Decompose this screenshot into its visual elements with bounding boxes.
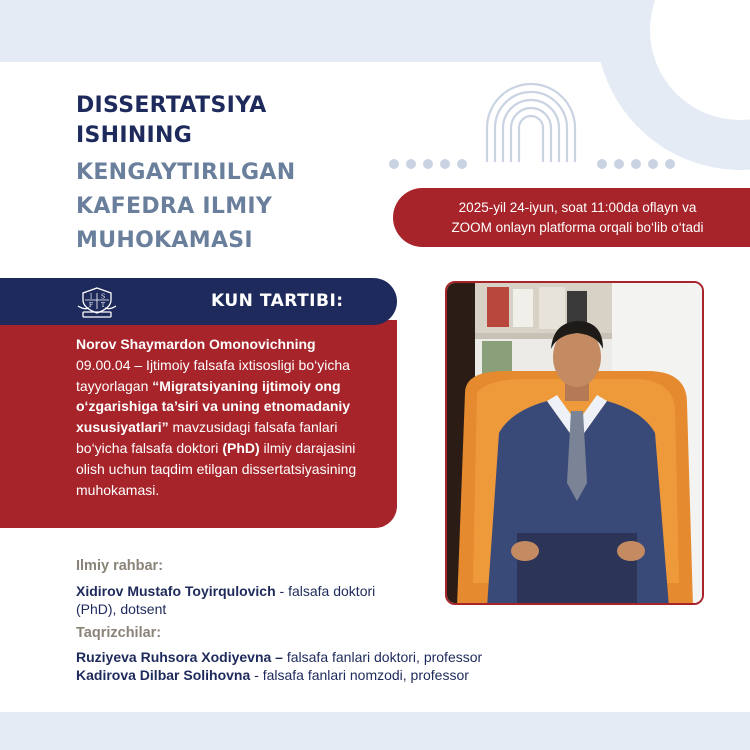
logo-letter-2: S [100,293,106,301]
candidate-name: Norov Shaymardon Omonovichning [76,336,316,352]
title-primary [76,91,376,151]
reviewer-details: - falsafa fanlari nomzodi, professor [250,667,469,683]
title-line-1: DISSERTATSIYA [76,93,267,118]
logo-letter-1: I [89,293,93,301]
title-line-3: KENGAYTIRILGAN [76,160,296,185]
title-line-2: ISHINING [76,123,193,148]
reviewer-entry [76,666,596,684]
title-line-4: KAFEDRA ILMIY [76,194,273,219]
reviewer-name: Ruziyeva Ruhsora Xodiyevna – [76,649,283,665]
agenda-heading: KUN TARTIBI: [211,291,344,311]
dots-decoration-right [597,159,675,169]
candidate-photo [445,281,704,605]
bottom-band [0,712,750,750]
agenda-description [76,334,381,500]
event-date-banner [393,188,750,247]
reviewer-entry [76,648,596,666]
logo-letter-3: F [88,302,94,309]
supervisor-name: Xidirov Mustafo Toyirqulovich [76,583,276,599]
portrait-illustration [447,283,704,605]
reviewer-name: Kadirova Dilbar Solihovna [76,667,251,683]
dots-decoration-left [389,159,467,169]
title-secondary [76,156,376,258]
degree-label: (PhD) [222,439,260,456]
supervisor-label: Ilmiy rahbar: [76,558,164,574]
title-line-5: MUHOKAMASI [76,228,253,253]
institute-logo [76,286,118,318]
arch-lines-decoration [483,82,579,162]
agenda-text-part-3: ilmiy darajasini olish uchun taqdim etilgan dissertatsiyasining muhokamasi. [76,439,357,498]
logo-letter-4: T [100,302,106,309]
dissertation-topic: “Migratsiyaning ijtimoiy ong o‘zgarishiga ta’siri va uning etnomadaniy xususiyatlari” [76,377,351,436]
agenda-text-part-2: mavzusidagi falsafa fanlari bo‘yicha falsafa doktori [76,419,338,456]
supervisor-details: - falsafa doktori (PhD), dotsent [76,583,376,617]
event-date-line-2: ZOOM onlayn platforma orqali bo‘lib o‘tadi [451,219,704,235]
agenda-text-part-1: 09.00.04 – Ijtimoiy falsafa ixtisosligi bo‘yicha tayyorlagan [76,356,350,394]
reviewer-details: falsafa fanlari doktori, professor [282,649,483,665]
event-date-line-1: 2025-yil 24-iyun, soat 11:00da oflayn va [458,199,697,215]
supervisor-entry [76,582,396,618]
reviewers-label: Taqrizchilar: [76,625,162,641]
